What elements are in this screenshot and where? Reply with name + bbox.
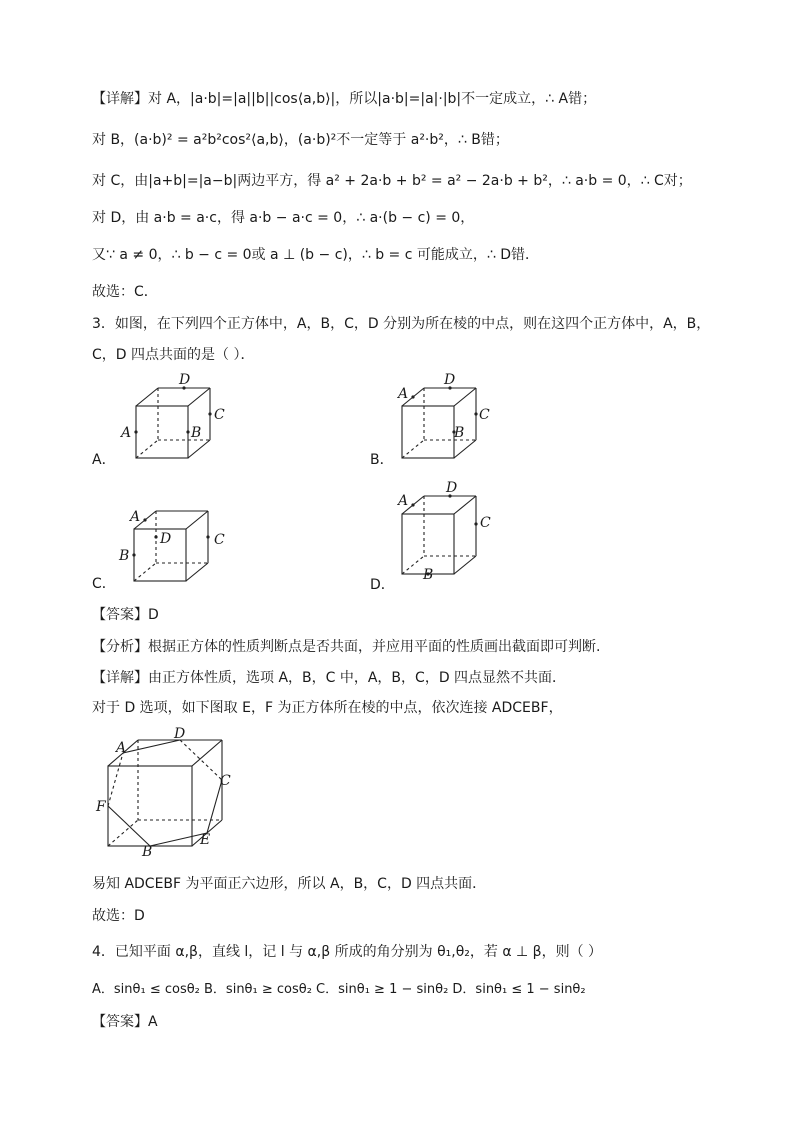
answer-3: 【答案】D [92,607,159,623]
detail-3c: 易知 ADCEBF 为平面正六边形，所以 A，B，C，D 四点共面． [92,876,487,892]
question-4-options: A．sinθ₁ ≤ cosθ₂ B．sinθ₁ ≥ cosθ₂ C．sinθ₁ ≥ 1 − sinθ₂ D．sinθ₁ ≤ 1 − sinθ₂ [92,982,586,997]
label-a: A [130,509,141,525]
label-c: C [220,773,231,789]
detail-3: 【详解】由正方体性质，选项 A，B，C 中，A，B，C，D 四点显然不共面． [92,670,567,686]
label-a: A [121,425,132,441]
label-a: A [398,386,409,402]
label-b: B [423,567,434,583]
analysis-3: 【分析】根据正方体的性质判断点是否共面，并应用平面的性质画出截面即可判断. [92,639,601,655]
label-d: D [174,726,186,742]
label-d: D [160,531,172,547]
label-e: E [200,832,211,848]
cube-figure-c [92,495,252,595]
label-c: C [214,532,225,548]
detail-d-line: 对 D，由 a·b = a·c，得 a·b − a·c = 0，∴ a·(b − c) = 0， [92,210,475,226]
option-d-label: D． [370,577,395,593]
label-d: D [444,372,456,388]
label-c: C [479,407,490,423]
cube-a-svg [92,372,252,467]
cube-figure-b [370,372,530,467]
select-d-line: 故选：D [92,908,145,924]
hexagon-section-figure [92,722,252,862]
select-c-line: 故选：C． [92,284,158,300]
label-d: D [179,372,191,388]
option-b-label: B． [370,452,394,468]
label-a: A [398,493,409,509]
question-4: 4．已知平面 α,β，直线 l，记 l 与 α,β 所成的角分别为 θ₁,θ₂，若 α ⊥ β，则（ ） [92,944,603,960]
detail-d2-line: 又∵ a ≠ 0，∴ b − c = 0或 a ⊥ (b − c)，∴ b = c 可能成立，∴ D错． [92,247,540,263]
label-a: A [116,740,127,756]
label-c: C [214,407,225,423]
label-b: B [142,844,153,860]
label-f: F [96,799,106,815]
label-c: C [480,515,491,531]
detail-a-line: 【详解】对 A，|a·b|=|a||b||cos⟨a,b⟩|，所以|a·b|=|a|·|b|不一定成立，∴ A错； [92,91,597,107]
question-3-line2: C，D 四点共面的是（ ）． [92,347,255,363]
label-b: B [191,425,202,441]
cube-figure-a [92,372,252,467]
label-b: B [454,425,465,441]
label-b: B [119,548,130,564]
label-d: D [446,480,458,496]
option-c-label: C． [92,576,116,592]
answer-4: 【答案】A [92,1014,158,1030]
detail-c-line: 对 C，由|a+b|=|a−b|两边平方，得 a² + 2a·b + b² = a² − 2a·b + b²，∴ a·b = 0，∴ C对； [92,173,692,189]
question-3-line1: 3．如图，在下列四个正方体中，A，B，C，D 分别为所在棱的中点，则在这四个正方体中，A，B， [92,316,711,332]
cube-c-svg [92,495,252,595]
detail-b-line: 对 B，(a·b)² = a²b²cos²⟨a,b⟩，(a·b)²不一定等于 a²·b²，∴ B错； [92,132,509,148]
cube-figure-d [370,480,530,595]
detail-3b: 对于 D 选项，如下图取 E，F 为正方体所在棱的中点，依次连接 ADCEBF， [92,700,563,716]
option-a-label: A． [92,452,116,468]
